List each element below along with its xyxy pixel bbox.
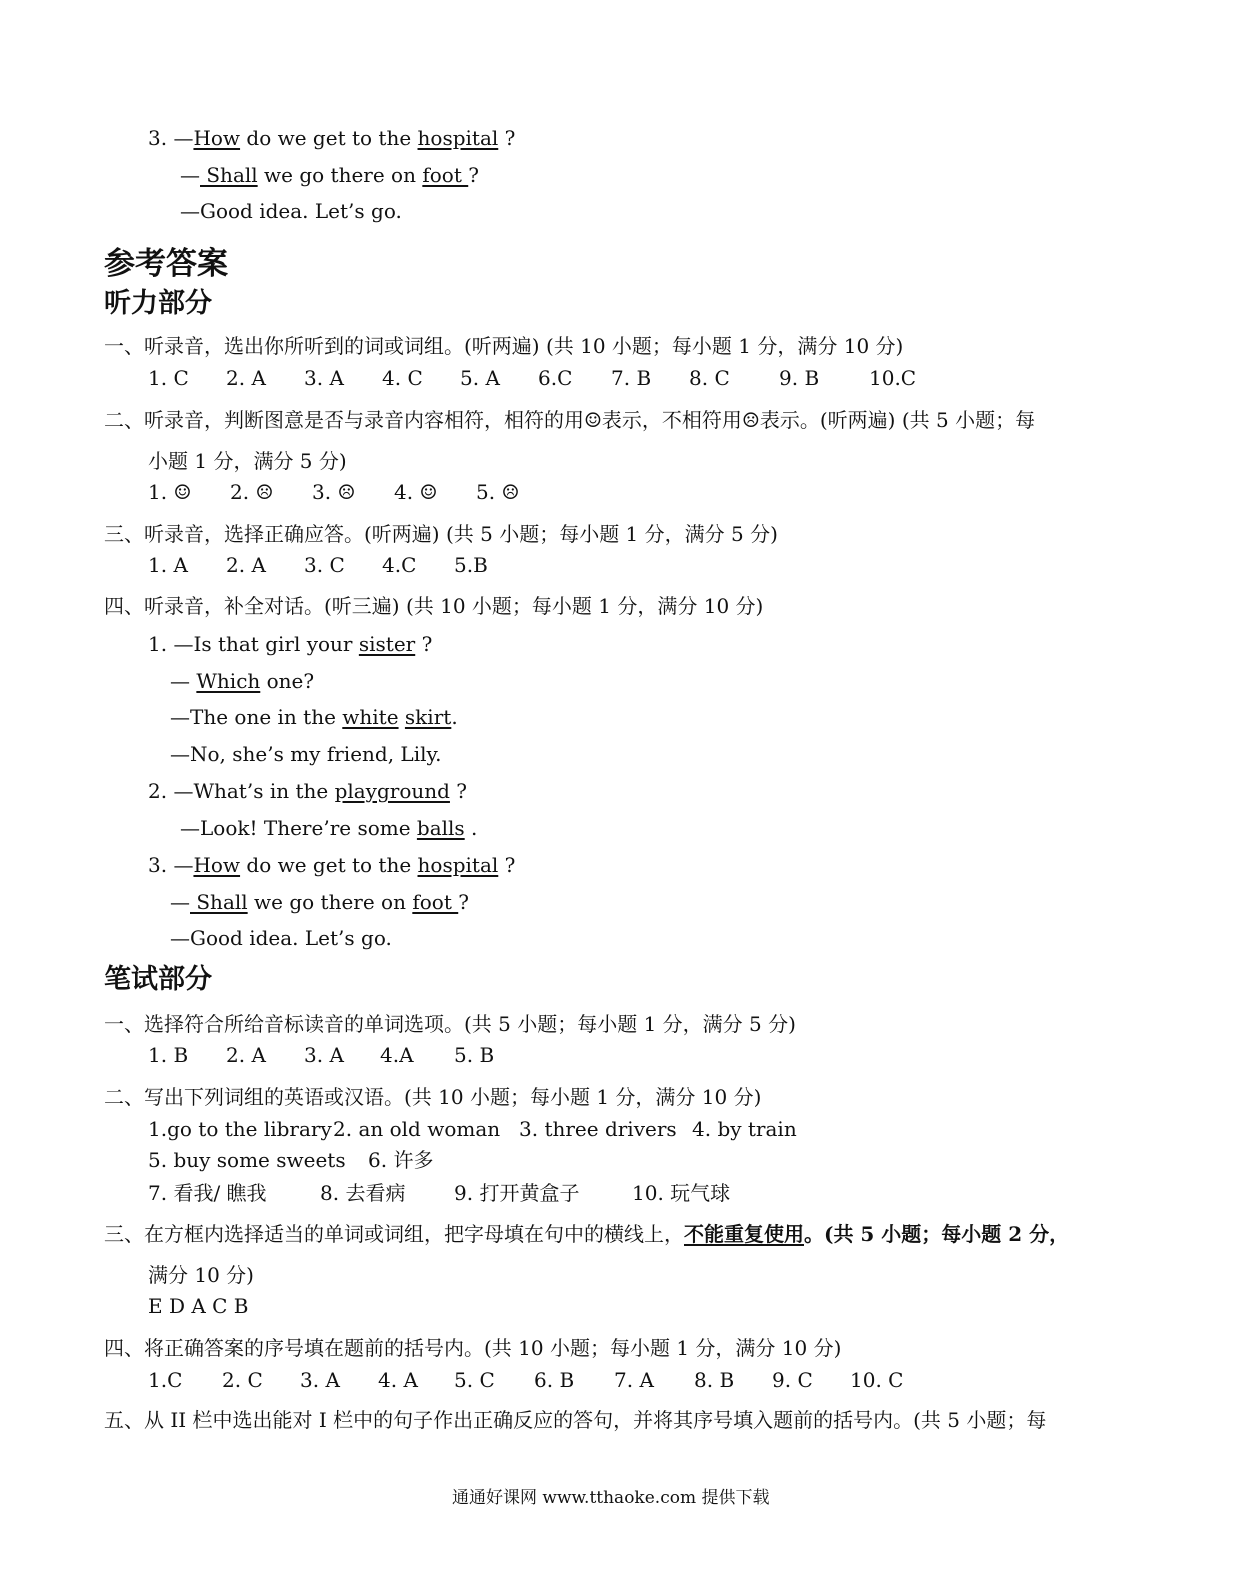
answer-item: 2. A [226,553,266,577]
answer-item: 3. ☹ [312,480,356,504]
answer-item: 2. A [226,366,266,390]
answer-item: 9. B [779,366,820,390]
dialog-1-line-3: —The one in the white skirt. [170,705,458,729]
answer-item: 4. A [378,1368,418,1392]
answer-item: 5. B [454,1043,495,1067]
answer-item: 2. A [226,1043,266,1067]
listening-q1-prompt: 一、听录音，选出你所听到的词或词组。(听两遍) (共 10 小题；每小题 1 分，满分 10 分) [104,334,904,358]
writing-q3-answer: E D A C B [148,1294,249,1318]
listening-q3-answers [148,553,488,577]
listening-q2-prompt: 二、听录音，判断图意是否与录音内容相符，相符的用☺表示，不相符用☹表示。(听两遍) (共 5 小题；每 [104,408,1036,432]
listening-q2-answers [148,480,519,504]
answer-item: 9. C [772,1368,813,1392]
dialog-1-line-2: — Which one? [170,669,315,693]
answer-item: 4.A [380,1043,414,1067]
answer-item: 8. C [689,366,730,390]
listening-q3-prompt: 三、听录音，选择正确应答。(听两遍) (共 5 小题；每小题 1 分，满分 5 分) [104,522,778,546]
answer-item: 2. C [222,1368,263,1392]
answer-item: 5. buy some sweets [148,1148,346,1172]
answer-item: 3. A [304,1043,344,1067]
writing-q2-prompt: 二、写出下列词组的英语或汉语。(共 10 小题；每小题 1 分，满分 10 分) [104,1085,762,1109]
writing-q5-prompt: 五、从 II 栏中选出能对 I 栏中的句子作出正确反应的答句，并将其序号填入题前的括号内。(共 5 小题；每 [104,1408,1047,1432]
answer-item: 4.C [382,553,417,577]
answer-item: 1.C [148,1368,183,1392]
dialog-3-line-3: —Good idea. Let’s go. [170,926,392,950]
answer-item: 1. A [148,553,188,577]
answer-item: 10.C [869,366,917,390]
emphasis-text: 不能重复使用 [684,1222,804,1246]
writing-q2-row-1 [148,1117,797,1141]
answer-item: 5. ☹ [476,480,520,504]
top-dialog-line-2: — Shall we go there on foot ? [180,163,479,187]
writing-q4-prompt: 四、将正确答案的序号填在题前的括号内。(共 10 小题；每小题 1 分，满分 10 分) [104,1336,842,1360]
writing-q4-answers [148,1368,903,1392]
writing-q1-prompt: 一、选择符合所给音标读音的单词选项。(共 5 小题；每小题 1 分，满分 5 分) [104,1012,796,1036]
top-dialog-line-3: —Good idea. Let’s go. [180,199,402,223]
dialog-2-line-1: 2. —What’s in the playground ? [148,779,468,803]
listening-q2-prompt-cont: 小题 1 分，满分 5 分) [148,449,347,473]
answer-item: 2. ☹ [230,480,274,504]
answer-item: 8. B [694,1368,735,1392]
answer-item: 4. ☺ [394,480,438,504]
writing-q1-answers [148,1043,494,1067]
answer-item: 9. 打开黄盒子 [454,1181,580,1205]
answer-item: 2. an old woman [333,1117,501,1141]
listening-q1-answers [148,366,916,390]
answer-item: 3. A [304,366,344,390]
writing-heading: 笔试部分 [104,964,212,995]
answer-item: 6.C [538,366,573,390]
answer-item: 5. C [454,1368,495,1392]
listening-heading: 听力部分 [104,288,212,319]
top-dialog-line-1: 3. —How do we get to the hospital ? [148,126,516,150]
writing-q2-row-3 [148,1181,730,1205]
dialog-3-line-1: 3. —How do we get to the hospital ? [148,853,516,877]
answer-item: 7. B [611,366,652,390]
page-footer: 通通好课网 www.tthaoke.com 提供下载 [452,1488,770,1508]
listening-q4-prompt: 四、听录音，补全对话。(听三遍) (共 10 小题；每小题 1 分，满分 10 分) [104,594,764,618]
answer-item: 1. ☺ [148,480,192,504]
dialog-1-line-4: —No, she’s my friend, Lily. [170,742,442,766]
answer-item: 7. 看我/ 瞧我 [148,1181,267,1205]
answer-item: 4. C [382,366,423,390]
answer-item: 1. B [148,1043,189,1067]
answers-heading: 参考答案 [104,246,228,282]
dialog-3-line-2: — Shall we go there on foot ? [170,890,469,914]
answer-item: 6. B [534,1368,575,1392]
answer-item: 10. C [850,1368,904,1392]
answer-item: 5. A [460,366,500,390]
answer-item: 3. A [300,1368,340,1392]
writing-q3-prompt-cont: 满分 10 分) [148,1263,254,1287]
answer-item: 8. 去看病 [320,1181,406,1205]
answer-item: 10. 玩气球 [632,1181,731,1205]
answer-item: 1. C [148,366,189,390]
writing-q3-prompt: 三、在方框内选择适当的单词或词组，把字母填在句中的横线上，不能重复使用。(共 5 小题；每小题 2 分， [104,1222,1070,1246]
answer-item: 3. three drivers [519,1117,677,1141]
answer-item: 1.go to the library [148,1117,332,1141]
dialog-2-line-2: —Look! There’re some balls . [180,816,478,840]
dialog-1-line-1: 1. —Is that girl your sister ? [148,632,433,656]
writing-q2-row-2 [148,1148,433,1172]
answer-item: 5.B [454,553,488,577]
answer-item: 3. C [304,553,345,577]
answer-item: 6. 许多 [368,1148,434,1172]
answer-item: 7. A [614,1368,654,1392]
answer-item: 4. by train [692,1117,797,1141]
